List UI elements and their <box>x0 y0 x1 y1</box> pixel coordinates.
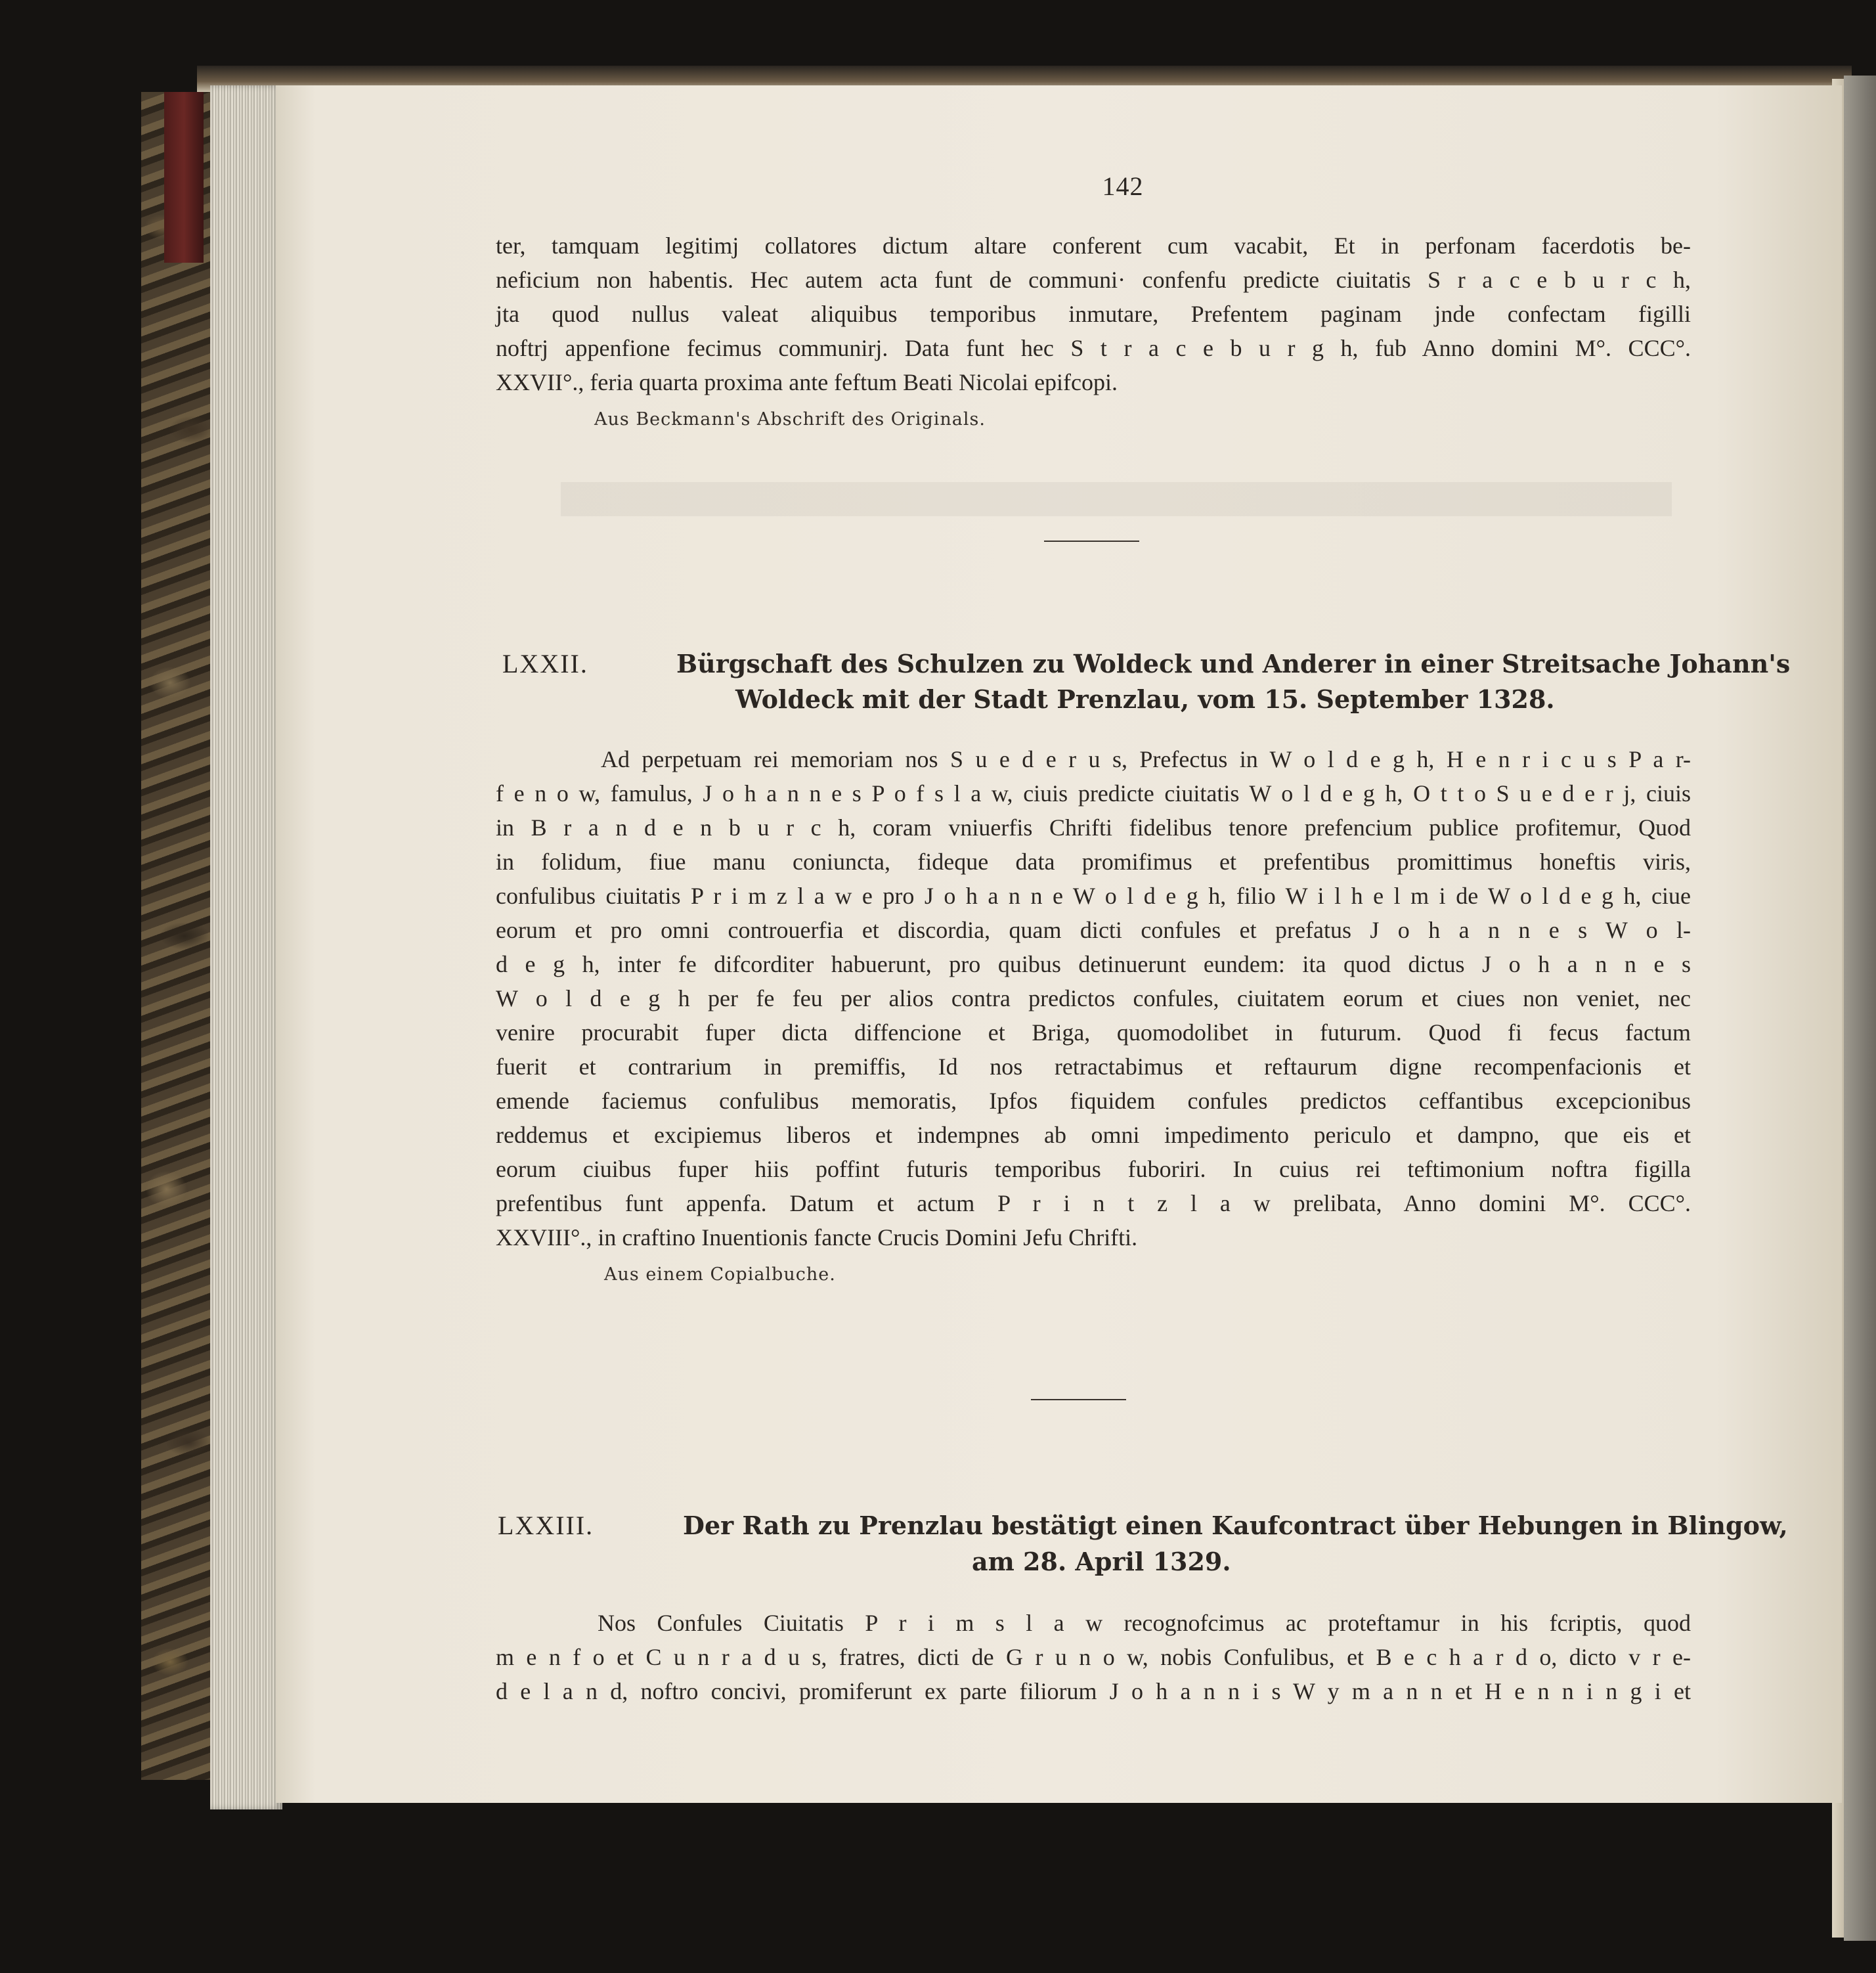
text-line: d e l a n d, noftro concivi, promiferunt ex parte filiorum J o h a n n i s W y m a n n et H e n n i n g i et <box>496 1678 1691 1704</box>
text-line: Nos Confules Ciuitatis P r i m s l a w recognofcimus ac proteftamur in his fcriptis, quod <box>598 1610 1691 1636</box>
text-line: confulibus ciuitatis P r i m z l a w e pro J o h a n n e W o l d e g h, filio W i l h e l m i de W o l d e g h, ciue <box>496 883 1691 909</box>
text-line: f e n o w, famulus, J o h a n n e s P o f s l a w, ciuis predicte ciuitatis W o l d e g h, O t t o S u e d e r j, ciuis <box>496 780 1691 807</box>
text-line: Ad perpetuam rei memoriam nos S u e d e r u s, Prefectus in W o l d e g h, H e n r i c u s P a r- <box>601 746 1691 772</box>
text-line: venire procurabit fuper dicta diffencione et Briga, quomodolibet in futurum. Quod fi fecus factum <box>496 1019 1691 1046</box>
document-number: LXXII. <box>502 649 588 678</box>
text-line: W o l d e g h per fe feu per alios contra predictos confules, ciuitatem eorum et ciues non veniet, nec <box>496 985 1691 1011</box>
text-line: fuerit et contrarium in premiffis, Id nos retractabimus et reftaurum digne recompenfacionis et <box>496 1053 1691 1080</box>
page-number: 142 <box>1102 171 1144 201</box>
text-line: ter, tamquam legitimj collatores dictum altare conferent cum vacabit, Et in perfonam facerdotis be- <box>496 233 1691 259</box>
leather-spine-corner <box>164 92 204 263</box>
source-note: Aus einem Copialbuche. <box>604 1264 836 1285</box>
document-title: Bürgschaft des Schulzen zu Woldeck und Anderer in einer Streitsache Johann's <box>676 649 1791 678</box>
text-line: prefentibus funt appenfa. Datum et actum P r i n t z l a w prelibata, Anno domini M°. CCC°. <box>496 1190 1691 1216</box>
cover-right-edge <box>1844 76 1876 1941</box>
marbled-cover-left <box>141 92 215 1780</box>
document-title: Woldeck mit der Stadt Prenzlau, vom 15. September 1328. <box>735 684 1555 714</box>
text-line: eorum ciuibus fuper hiis poffint futuris temporibus fuboriri. In cuius rei teftimonium noftra figilla <box>496 1156 1691 1182</box>
document-title: Der Rath zu Prenzlau bestätigt einen Kaufcontract über Hebungen in Blingow, <box>683 1511 1788 1540</box>
text-line: jta quod nullus valeat aliquibus temporibus inmutare, Prefentem paginam jnde confectam figilli <box>496 301 1691 327</box>
text-line: XXVII°., feria quarta proxima ante feftum Beati Nicolai epifcopi. <box>496 369 1118 395</box>
text-line: reddemus et excipiemus liberos et indempnes ab omni impedimento periculo et dampno, que eis et <box>496 1122 1691 1148</box>
text-line: emende faciemus confulibus memoratis, Ipfos fiquidem confules predictos ceffantibus excepcionibus <box>496 1088 1691 1114</box>
document-number: LXXIII. <box>498 1511 594 1540</box>
text-line: d e g h, inter fe difcorditer habuerunt, pro quibus detinuerunt eundem: ita quod dictus J o h a n n e s <box>496 951 1691 977</box>
section-divider <box>1044 541 1139 542</box>
section-divider <box>1031 1399 1126 1400</box>
text-line: in B r a n d e n b u r c h, coram vniuerfis Chrifti fidelibus tenore prefencium publice profitemur, Quod <box>496 814 1691 841</box>
text-line: XXVIII°., in craftino Inuentionis fancte Crucis Domini Jefu Chrifti. <box>496 1224 1138 1251</box>
text-line: neficium non habentis. Hec autem acta funt de communi· confenfu predicte ciuitatis S r a c e b u r c h, <box>496 267 1691 293</box>
page-edges-stack <box>210 85 282 1809</box>
text-line: noftrj appenfione fecimus communirj. Data funt hec S t r a c e b u r g h, fub Anno domini M°. CCC°. <box>496 335 1691 361</box>
text-line: eorum et pro omni controuerfia et discordia, quam dicti confules et prefatus J o h a n n e s W o l- <box>496 917 1691 943</box>
book-page <box>276 85 1842 1803</box>
text-line: in folidum, fiue manu coniuncta, fideque data promifimus et prefentibus promittimus honeftis viris, <box>496 849 1691 875</box>
document-title: am 28. April 1329. <box>972 1547 1231 1576</box>
text-line: m e n f o et C u n r a d u s, fratres, dicti de G r u n o w, nobis Confulibus, et B e c h a r d o, dicto v r e- <box>496 1644 1691 1670</box>
source-note: Aus Beckmann's Abschrift des Originals. <box>594 409 986 430</box>
